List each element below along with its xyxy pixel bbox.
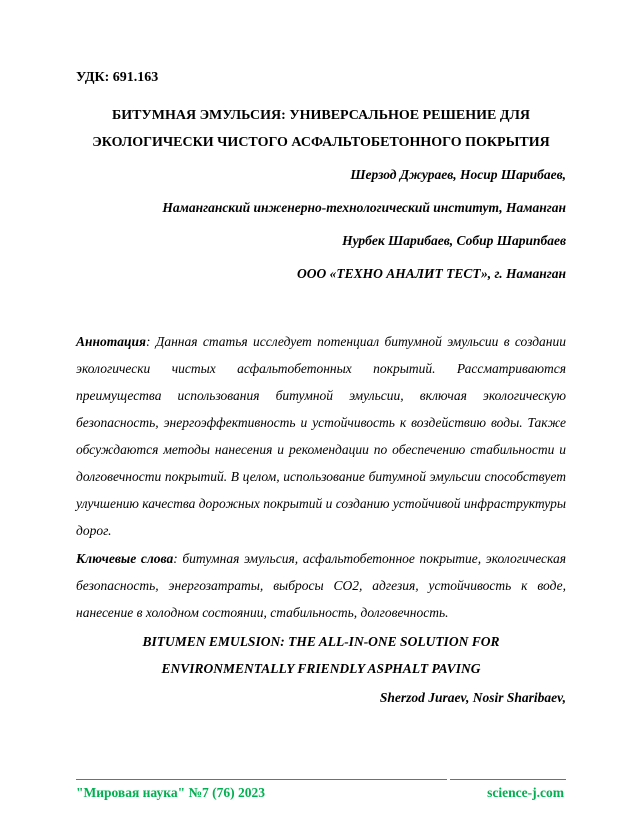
abstract-paragraph	[76, 328, 566, 544]
article-title-en-line2: ENVIRONMENTALLY FRIENDLY ASPHALT PAVING	[161, 661, 481, 676]
keywords-paragraph	[76, 545, 566, 626]
article-title-en	[76, 628, 566, 682]
article-title-ru-line1: БИТУМНАЯ ЭМУЛЬСИЯ: УНИВЕРСАЛЬНОЕ РЕШЕНИЕ ДЛЯ	[111, 108, 530, 123]
author-line-ru-1: Шерзод Джураев, Носир Шарибаев,	[350, 167, 566, 182]
affiliation-line-ru-2: ООО «ТЕХНО АНАЛИТ ТЕСТ», г. Наманган	[296, 266, 566, 281]
footer-journal-issue: "Мировая наука" №7 (76) 2023	[76, 779, 447, 801]
affiliation-line-ru-1: Наманганский инженерно-технологический институт, Наманган	[162, 200, 566, 215]
article-title-ru-line2: ЭКОЛОГИЧЕСКИ ЧИСТОГО АСФАЛЬТОБЕТОННОГО ПОКРЫТИЯ	[92, 135, 550, 150]
article-title-en-line1: BITUMEN EMULSION: THE ALL-IN-ONE SOLUTION FOR	[142, 634, 500, 649]
keywords-label: Ключевые слова	[76, 551, 174, 566]
article-title-ru	[76, 102, 566, 156]
page-footer	[76, 779, 566, 801]
keywords-text: : битумная эмульсия, асфальтобетонное покрытие, экологическая безопасность, энергозатраты, выбросы CO2, адгезия, устойчивость к воде, нанесение в холодном состоянии, стабильность, долговечность.	[76, 551, 567, 620]
udk-number: УДК: 691.163	[76, 70, 159, 85]
footer-site-url: science-j.com	[450, 779, 566, 801]
author-line-ru-2: Нурбек Шарибаев, Собир Шарипбаев	[342, 233, 566, 248]
authors-line-en: Sherzod Juraev, Nosir Sharibaev,	[379, 690, 566, 705]
abstract-text: : Данная статья исследует потенциал битумной эмульсии в создании экологически чистых асфальтобетонных покрытий. Рассматриваются преимущества использования битумной эмульсии, включая экологическую безопасность, энергоэффективность и устойчивость к воздействию воды. Также обсуждаются методы нанесения и рекомендации по обеспечению стабильности и долговечности покрытий. В целом, использование битумной эмульсии способствует улучшению качества дорожных покрытий и созданию устойчивой инфраструктуры дорог.	[76, 334, 567, 538]
authors-block-ru	[76, 158, 566, 290]
abstract-label: Аннотация	[76, 334, 146, 349]
